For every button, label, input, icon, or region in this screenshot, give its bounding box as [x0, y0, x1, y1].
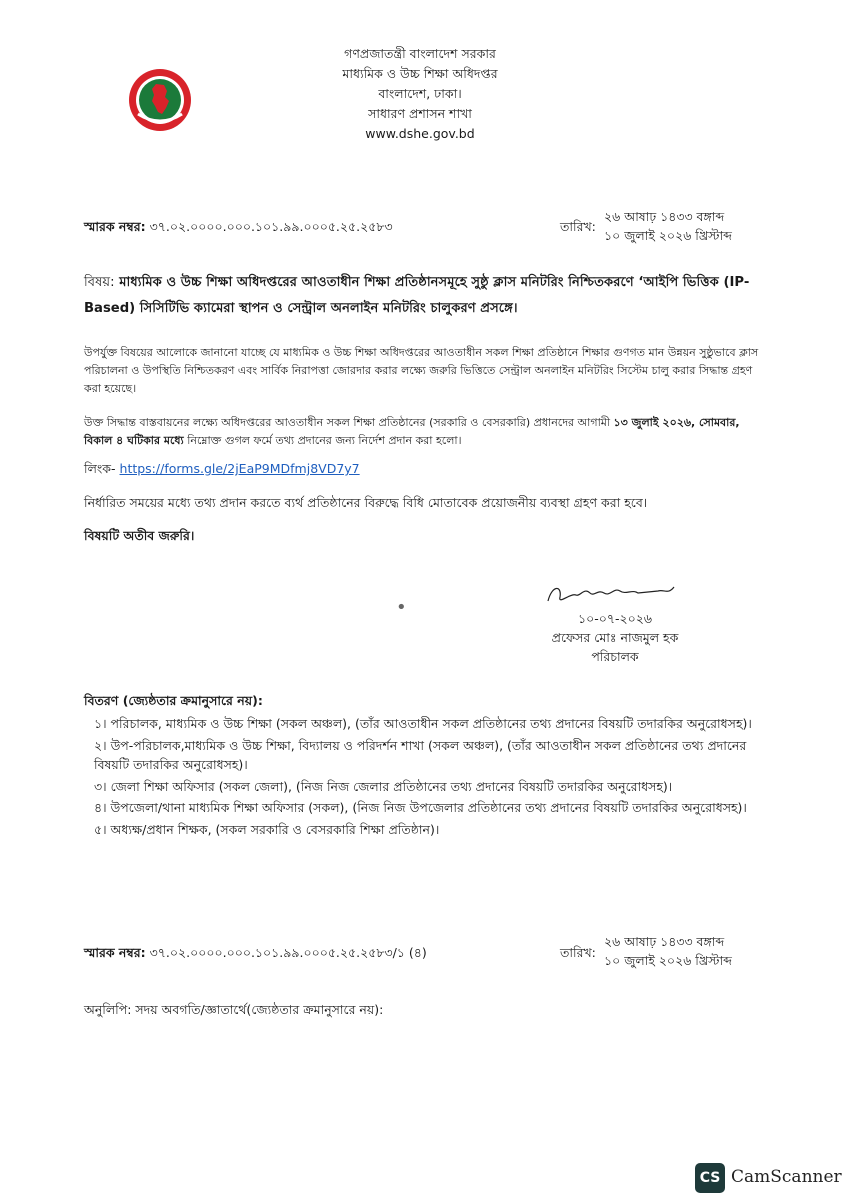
memo-value: ৩৭.০২.০০০০.০০০.১০১.৯৯.০০০৫.২৫.২৫৮৩ — [149, 219, 393, 234]
link-label: লিংক- — [84, 461, 116, 476]
directorate-name: মাধ্যমিক ও উচ্চ শিক্ষা অধিদপ্তর — [342, 66, 498, 81]
urgent-note: বিষয়টি অতীব জরুরি। — [84, 528, 195, 543]
letterhead — [250, 44, 590, 144]
memo-value: ৩৭.০২.০০০০.০০০.১০১.৯৯.০০০৫.২৫.২৫৮৩/১ (৪) — [149, 945, 427, 960]
list-item: ১। পরিচালক, মাধ্যমিক ও উচ্চ শিক্ষা (সকল অঞ্চল), (তাঁর আওতাধীন সকল প্রতিষ্ঠানের তথ্য প্রদানের বিষয়টি তদারকির অনুরোধসহ)। — [94, 716, 752, 731]
distribution-title: বিতরণ (জ্যেষ্ঠতার ক্রমানুসারে নয়): — [84, 693, 263, 708]
memo-number-2 — [84, 945, 427, 965]
date-bangla: ২৬ আষাঢ় ১৪৩৩ বঙ্গাব্দ — [604, 934, 725, 949]
google-form-link[interactable]: https://forms.gle/2jEaP9MDfmj8VD7y7 — [119, 461, 360, 476]
list-item: ৫। অধ্যক্ষ/প্রধান শিক্ষক, (সকল সরকারি ও বেসরকারি শিক্ষা প্রতিষ্ঠান)। — [94, 821, 440, 837]
location: বাংলাদেশ, ঢাকা। — [378, 86, 462, 101]
subject — [84, 270, 764, 322]
signature-block — [520, 609, 710, 666]
scan-mark-icon: • — [396, 597, 407, 618]
date-label-1: তারিখ: — [560, 219, 596, 234]
signature-date: ১০-০৭-২০২৬ — [577, 611, 653, 626]
para2-part-a: উক্ত সিদ্ধান্ত বাস্তবায়নের লক্ষ্যে অধিদপ্তরের আওতাধীন সকল শিক্ষা প্রতিষ্ঠানের (সরকারি ও বেসরকারি) প্রধানদের আগামী — [84, 416, 614, 429]
camscanner-watermark: CamScanner — [731, 1167, 842, 1187]
memo-number-1 — [84, 219, 393, 239]
copy-to-line: অনুলিপি: সদয় অবগতি/জ্ঞাতার্থে(জ্যেষ্ঠতার ক্রমানুসারে নয়): — [84, 1002, 384, 1017]
distribution-list — [94, 714, 754, 841]
memo-label: স্মারক নম্বর: — [84, 219, 146, 234]
body-paragraph-2 — [84, 414, 764, 450]
para2-part-b: নিম্নোক্ত গুগল ফর্মে তথ্য প্রদানের জন্য নির্দেশ প্রদান করা হলো। — [183, 434, 462, 447]
website: www.dshe.gov.bd — [365, 126, 475, 141]
date-gregorian: ১০ জুলাই ২০২৬ খ্রিস্টাব্দ — [604, 953, 732, 968]
signatory-name: প্রফেসর মোঃ নাজমুল হক — [551, 630, 679, 645]
list-item: ২। উপ-পরিচালক,মাধ্যমিক ও উচ্চ শিক্ষা, বিদ্যালয় ও পরিদর্শন শাখা (সকল অঞ্চল), (তাঁর আওতাধীন সকল প্রতিষ্ঠানের তথ্য প্রদানের বিষয়টি তদারকির অনুরোধসহ)। — [94, 737, 747, 772]
date-bangla: ২৬ আষাঢ় ১৪৩৩ বঙ্গাব্দ — [604, 209, 725, 224]
date-block-2 — [604, 932, 732, 970]
branch-name: সাধারণ প্রশাসন শাখা — [368, 106, 472, 121]
date-block-1 — [604, 207, 732, 245]
handwritten-signature-icon — [540, 575, 680, 611]
subject-text: মাধ্যমিক ও উচ্চ শিক্ষা অধিদপ্তরের আওতাধীন শিক্ষা প্রতিষ্ঠানসমূহে সুষ্ঠু ক্লাস মনিটরিং নিশ্চিতকরণে ‘আইপি ভিত্তিক (IP-Based) সিসিটিভি ক্যামেরা স্থাপন ও সেন্ট্রাল অনলাইন মনিটরিং চালুকরণ প্রসঙ্গে। — [84, 275, 750, 316]
link-line — [84, 461, 360, 481]
memo-label: স্মারক নম্বর: — [84, 945, 146, 960]
para2-deadline: ১৩ জুলাই ২০২৬, সোমবার, বিকাল ৪ ঘটিকার মধ্যে — [84, 416, 740, 447]
list-item: ৪। উপজেলা/থানা মাধ্যমিক শিক্ষা অফিসার (সকল), (নিজ নিজ উপজেলার প্রতিষ্ঠানের তথ্য প্রদানের বিষয়টি তদারকির অনুরোধসহ)। — [94, 800, 747, 815]
list-item: ৩। জেলা শিক্ষা অফিসার (সকল জেলা), (নিজ নিজ জেলার প্রতিষ্ঠানের তথ্য প্রদানের বিষয়টি তদারকির অনুরোধসহ)। — [94, 778, 673, 794]
govt-name: গণপ্রজাতন্ত্রী বাংলাদেশ সরকার — [344, 46, 496, 61]
date-gregorian: ১০ জুলাই ২০২৬ খ্রিস্টাব্দ — [604, 228, 732, 243]
date-label-2: তারিখ: — [560, 945, 596, 960]
body-paragraph-1: উপর্যুক্ত বিষয়ের আলোকে জানানো যাচ্ছে যে মাধ্যমিক ও উচ্চ শিক্ষা অধিদপ্তরের আওতাধীন সকল শিক্ষা প্রতিষ্ঠানে শিক্ষার গুণগত মান উন্নয়ন সুষ্ঠুভাবে ক্লাস পরিচালনা ও উপস্থিতি নিশ্চিতকরণ এবং সার্বিক নিরাপত্তা জোরদার করার লক্ষ্যে জরুরি ভিত্তিতে সেন্ট্রাল অনলাইন মনিটরিং সিস্টেম চালু করার সিদ্ধান্ত গ্রহণ করা হয়েছে। — [84, 346, 759, 395]
warning-text: নির্ধারিত সময়ের মধ্যে তথ্য প্রদান করতে ব্যর্থ প্রতিষ্ঠানের বিরুদ্ধে বিধি মোতাবেক প্রয়োজনীয় ব্যবস্থা গ্রহণ করা হবে। — [84, 495, 648, 510]
government-emblem-icon — [128, 68, 192, 132]
camscanner-logo-icon: CS — [695, 1163, 725, 1193]
signatory-title: পরিচালক — [591, 649, 639, 664]
subject-label: বিষয়: — [84, 275, 115, 290]
